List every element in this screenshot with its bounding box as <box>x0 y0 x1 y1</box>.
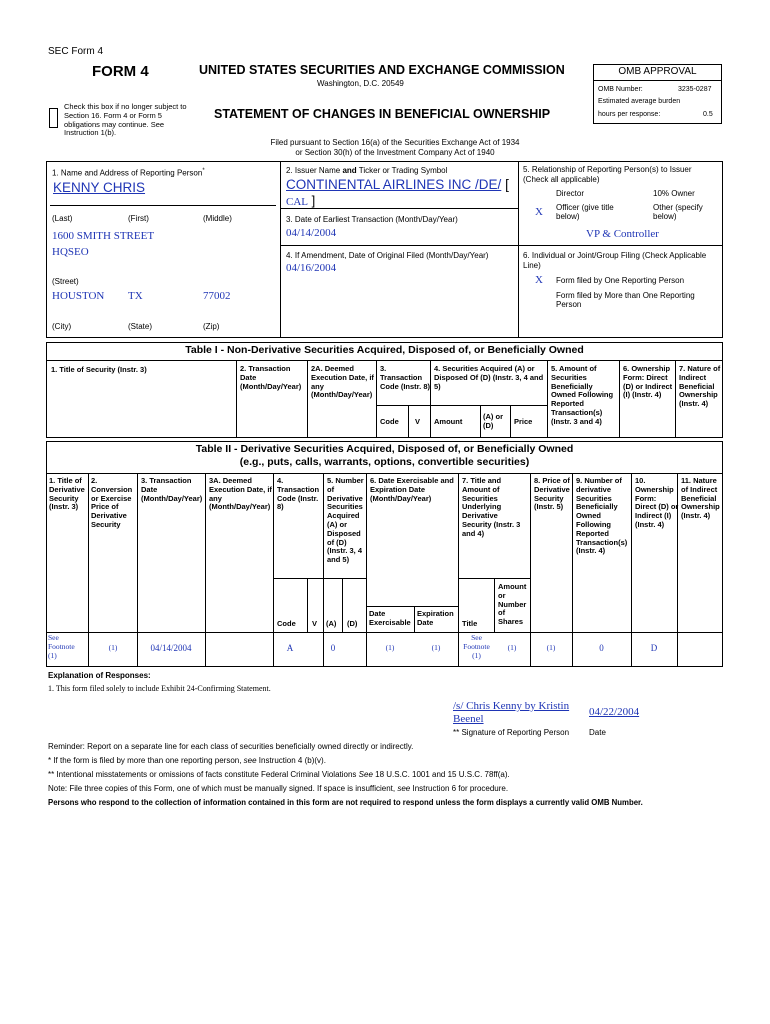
box1-label: 1. Name and Address of Reporting Person* <box>52 168 205 178</box>
earliest-transaction-date: 04/14/2004 <box>286 227 337 239</box>
t1-col4: 4. Securities Acquired (A) or Disposed Of (D) (Instr. 3, 4 and 5) <box>434 364 544 391</box>
reminder: Reminder: Report on a separate line for each class of securities beneficially owned directly or indirectly. <box>48 742 414 751</box>
t2-col5: 5. Number of Derivative Securities Acquired (A) or Disposed of (D) (Instr. 3, 4 and 5) <box>327 476 364 565</box>
box3-label: 3. Date of Earliest Transaction (Month/Day/Year) <box>286 215 458 224</box>
t1-col2: 2. Transaction Date (Month/Day/Year) <box>240 364 302 391</box>
t2-col3a: 3A. Deemed Execution Date, if any (Month/Day/Year) <box>209 476 272 512</box>
omb-burden-label: Estimated average burden <box>598 98 681 105</box>
box6-label: 6. Individual or Joint/Group Filing (Check Applicable Line) <box>523 251 707 270</box>
state-value: TX <box>128 290 143 302</box>
sec-form-label: SEC Form 4 <box>48 46 104 57</box>
t2-col4: 4. Transaction Code (Instr. 8) <box>277 476 320 512</box>
ten-percent-owner-option[interactable]: 10% Owner <box>653 189 695 198</box>
omb-number-label: OMB Number: <box>598 86 643 93</box>
explanation-label: Explanation of Responses: <box>48 671 151 680</box>
state-label: (State) <box>128 322 153 331</box>
omb-number: 3235-0287 <box>678 86 712 93</box>
t2-col1: 1. Title of Derivative Security (Instr. 3) <box>49 476 85 512</box>
one-person-option[interactable]: Form filed by One Reporting Person <box>556 276 685 285</box>
last-label: (Last) <box>52 214 73 223</box>
ticker-open-bracket: [ <box>505 177 509 192</box>
omb-title: OMB APPROVAL <box>618 66 697 77</box>
t2-row-conv: (1) <box>108 643 118 652</box>
city-value: HOUSTON <box>52 290 105 302</box>
t2-col2: 2. Conversion or Exercise Price of Derivative Security <box>91 476 133 529</box>
commission-city: Washington, D.C. 20549 <box>317 79 404 88</box>
t2-col8: 8. Price of Derivative Security (Instr. 5) <box>534 476 570 512</box>
t1-amount: Amount <box>434 417 463 426</box>
box5-label: 5. Relationship of Reporting Person(s) to Issuer (Check all applicable) <box>523 165 692 184</box>
table1-title: Table I - Non-Derivative Securities Acquired, Disposed of, or Beneficially Owned <box>185 344 584 356</box>
more-than-one-option[interactable]: Form filed by More than One Reporting Person <box>556 291 695 309</box>
t1-aord: (A) or (D) <box>483 412 503 430</box>
t2-col7: 7. Title and Amount of Securities Underlying Derivative Security (Instr. 3 and 4) <box>462 476 521 538</box>
middle-label: (Middle) <box>203 214 232 223</box>
t1-col1: 1. Title of Security (Instr. 3) <box>51 365 147 374</box>
t2-col3: 3. Transaction Date (Month/Day/Year) <box>141 476 203 503</box>
officer-mark: X <box>535 206 543 218</box>
street-line2: HQSEO <box>52 246 89 258</box>
t2-code: Code <box>277 619 296 628</box>
t2-col11: 11. Nature of Indirect Beneficial Ownership (Instr. 4) <box>681 476 720 521</box>
zip-label: (Zip) <box>203 322 220 331</box>
filed-pursuant-line2: or Section 30(h) of the Investment Company Act of 1940 <box>295 148 495 157</box>
signature-value[interactable]: /s/ Chris Kenny by Kristin Beenel <box>453 700 570 725</box>
t2-d: (D) <box>347 619 358 628</box>
omb-hours-label: hours per response: <box>598 111 661 118</box>
other-option[interactable]: Other (specify below) <box>653 203 703 221</box>
t2-row-owned: 0 <box>599 643 604 653</box>
original-filed-date: 04/16/2004 <box>286 262 337 274</box>
table2-title2: (e.g., puts, calls, warrants, options, convertible securities) <box>239 456 530 468</box>
footnote-star2: ** Intentional misstatements or omissions of facts constitute Federal Criminal Violations See 18 U.S.C. 1001 and 15 U.S.C. 78ff(a). <box>48 770 510 779</box>
t1-col7: 7. Nature of Indirect Beneficial Ownership (Instr. 4) <box>679 364 721 409</box>
issuer-name[interactable]: CONTINENTAL AIRLINES INC /DE/ <box>286 177 502 192</box>
officer-option[interactable]: Officer (give title below) <box>556 203 614 221</box>
t2-row-date-ex: (1) <box>385 643 395 652</box>
one-person-mark: X <box>535 274 543 286</box>
filed-pursuant-line1: Filed pursuant to Section 16(a) of the Securities Exchange Act of 1934 <box>270 138 520 147</box>
ticker-symbol: CAL <box>286 196 308 208</box>
signature-date: 04/22/2004 <box>589 706 640 718</box>
box2-label: 2. Issuer Name and Ticker or Trading Symbol <box>286 166 448 175</box>
table2-title1: Table II - Derivative Securities Acquired, Disposed of, or Beneficially Owned <box>195 443 574 455</box>
t2-col10: 10. Ownership Form: Direct (D) or Indirect (I) (Instr. 4) <box>635 476 679 529</box>
form-title: FORM 4 <box>92 63 149 80</box>
t2-v: V <box>312 619 318 628</box>
t2-row-acquired: 0 <box>330 643 336 653</box>
signature-label: ** Signature of Reporting Person <box>453 728 570 737</box>
t1-col5: 5. Amount of Securities Beneficially Owned Following Reported Transaction(s) (Instr. 3 and 4) <box>551 364 614 426</box>
t1-code: Code <box>380 417 399 426</box>
director-option[interactable]: Director <box>556 189 585 198</box>
city-label: (City) <box>52 322 72 331</box>
footnote-star1: * If the form is filed by more than one reporting person, see Instruction 4 (b)(v). <box>48 756 326 765</box>
t2-row-price: (1) <box>546 643 556 652</box>
t2-row-date: 04/14/2004 <box>150 643 192 653</box>
officer-title: VP & Controller <box>586 228 659 240</box>
commission-title: UNITED STATES SECURITIES AND EXCHANGE COMMISSION <box>199 63 565 77</box>
street-line1: 1600 SMITH STREET <box>52 230 155 242</box>
t1-col6: 6. Ownership Form: Direct (D) or Indirect (I) (Instr. 4) <box>623 364 673 400</box>
omb-response-note: Persons who respond to the collection of information contained in this form are not required to respond unless the form displays a currently valid OMB Number. <box>48 798 643 807</box>
t1-col2a: 2A. Deemed Execution Date, if any (Month/Day/Year) <box>311 364 374 400</box>
first-label: (First) <box>128 214 149 223</box>
box4-label: 4. If Amendment, Date of Original Filed (Month/Day/Year) <box>286 251 489 260</box>
t2-row-exp: (1) <box>431 643 441 652</box>
ticker-close-bracket: ] <box>311 193 316 208</box>
statement-title: STATEMENT OF CHANGES IN BENEFICIAL OWNERSHIP <box>214 107 551 121</box>
t2-a: (A) <box>326 619 337 628</box>
t2-amount-shares: Amount or Number of Shares <box>498 582 527 627</box>
note-copies: Note: File three copies of this Form, one of which must be manually signed. If space is insufficient, see Instruction 6 for procedure. <box>48 784 509 793</box>
reporting-person-name[interactable]: KENNY CHRIS <box>53 180 146 195</box>
date-label: Date <box>589 728 606 737</box>
no-longer-subject-checkbox[interactable] <box>49 108 58 128</box>
issuer-line <box>286 177 509 192</box>
zip-value: 77002 <box>203 290 231 302</box>
t2-row-form: D <box>650 643 658 653</box>
checkbox-note: Check this box if no longer subject to Section 16. Form 4 or Form 5 obligations may continue. See Instruction 1(b). <box>64 102 187 138</box>
t2-col6: 6. Date Exercisable and Expiration Date (Month/Day/Year) <box>370 476 454 503</box>
ticker-line <box>286 193 315 208</box>
t2-row-code: A <box>286 643 294 653</box>
t1-col3: 3. Transaction Code (Instr. 8) <box>380 364 431 391</box>
t2-expiration: Expiration Date <box>417 609 454 627</box>
street-label: (Street) <box>52 277 79 286</box>
t2-col9: 9. Number of derivative Securities Beneficially Owned Following Reported Transaction(s) (Instr. 4) <box>576 476 628 556</box>
omb-hours: 0.5 <box>703 111 713 118</box>
t1-v: V <box>415 417 421 426</box>
explanation-note1: 1. This form filed solely to include Exhibit 24-Confirming Statement. <box>48 684 271 693</box>
t2-title: Title <box>462 619 478 628</box>
t2-row-security[interactable]: See Footnote (1) <box>48 633 75 660</box>
t2-date-exercisable: Date Exercisable <box>369 609 411 627</box>
t2-row-shares: (1) <box>507 643 517 652</box>
t1-price: Price <box>514 417 533 426</box>
t2-row-title[interactable]: See Footnote (1) <box>463 633 490 660</box>
